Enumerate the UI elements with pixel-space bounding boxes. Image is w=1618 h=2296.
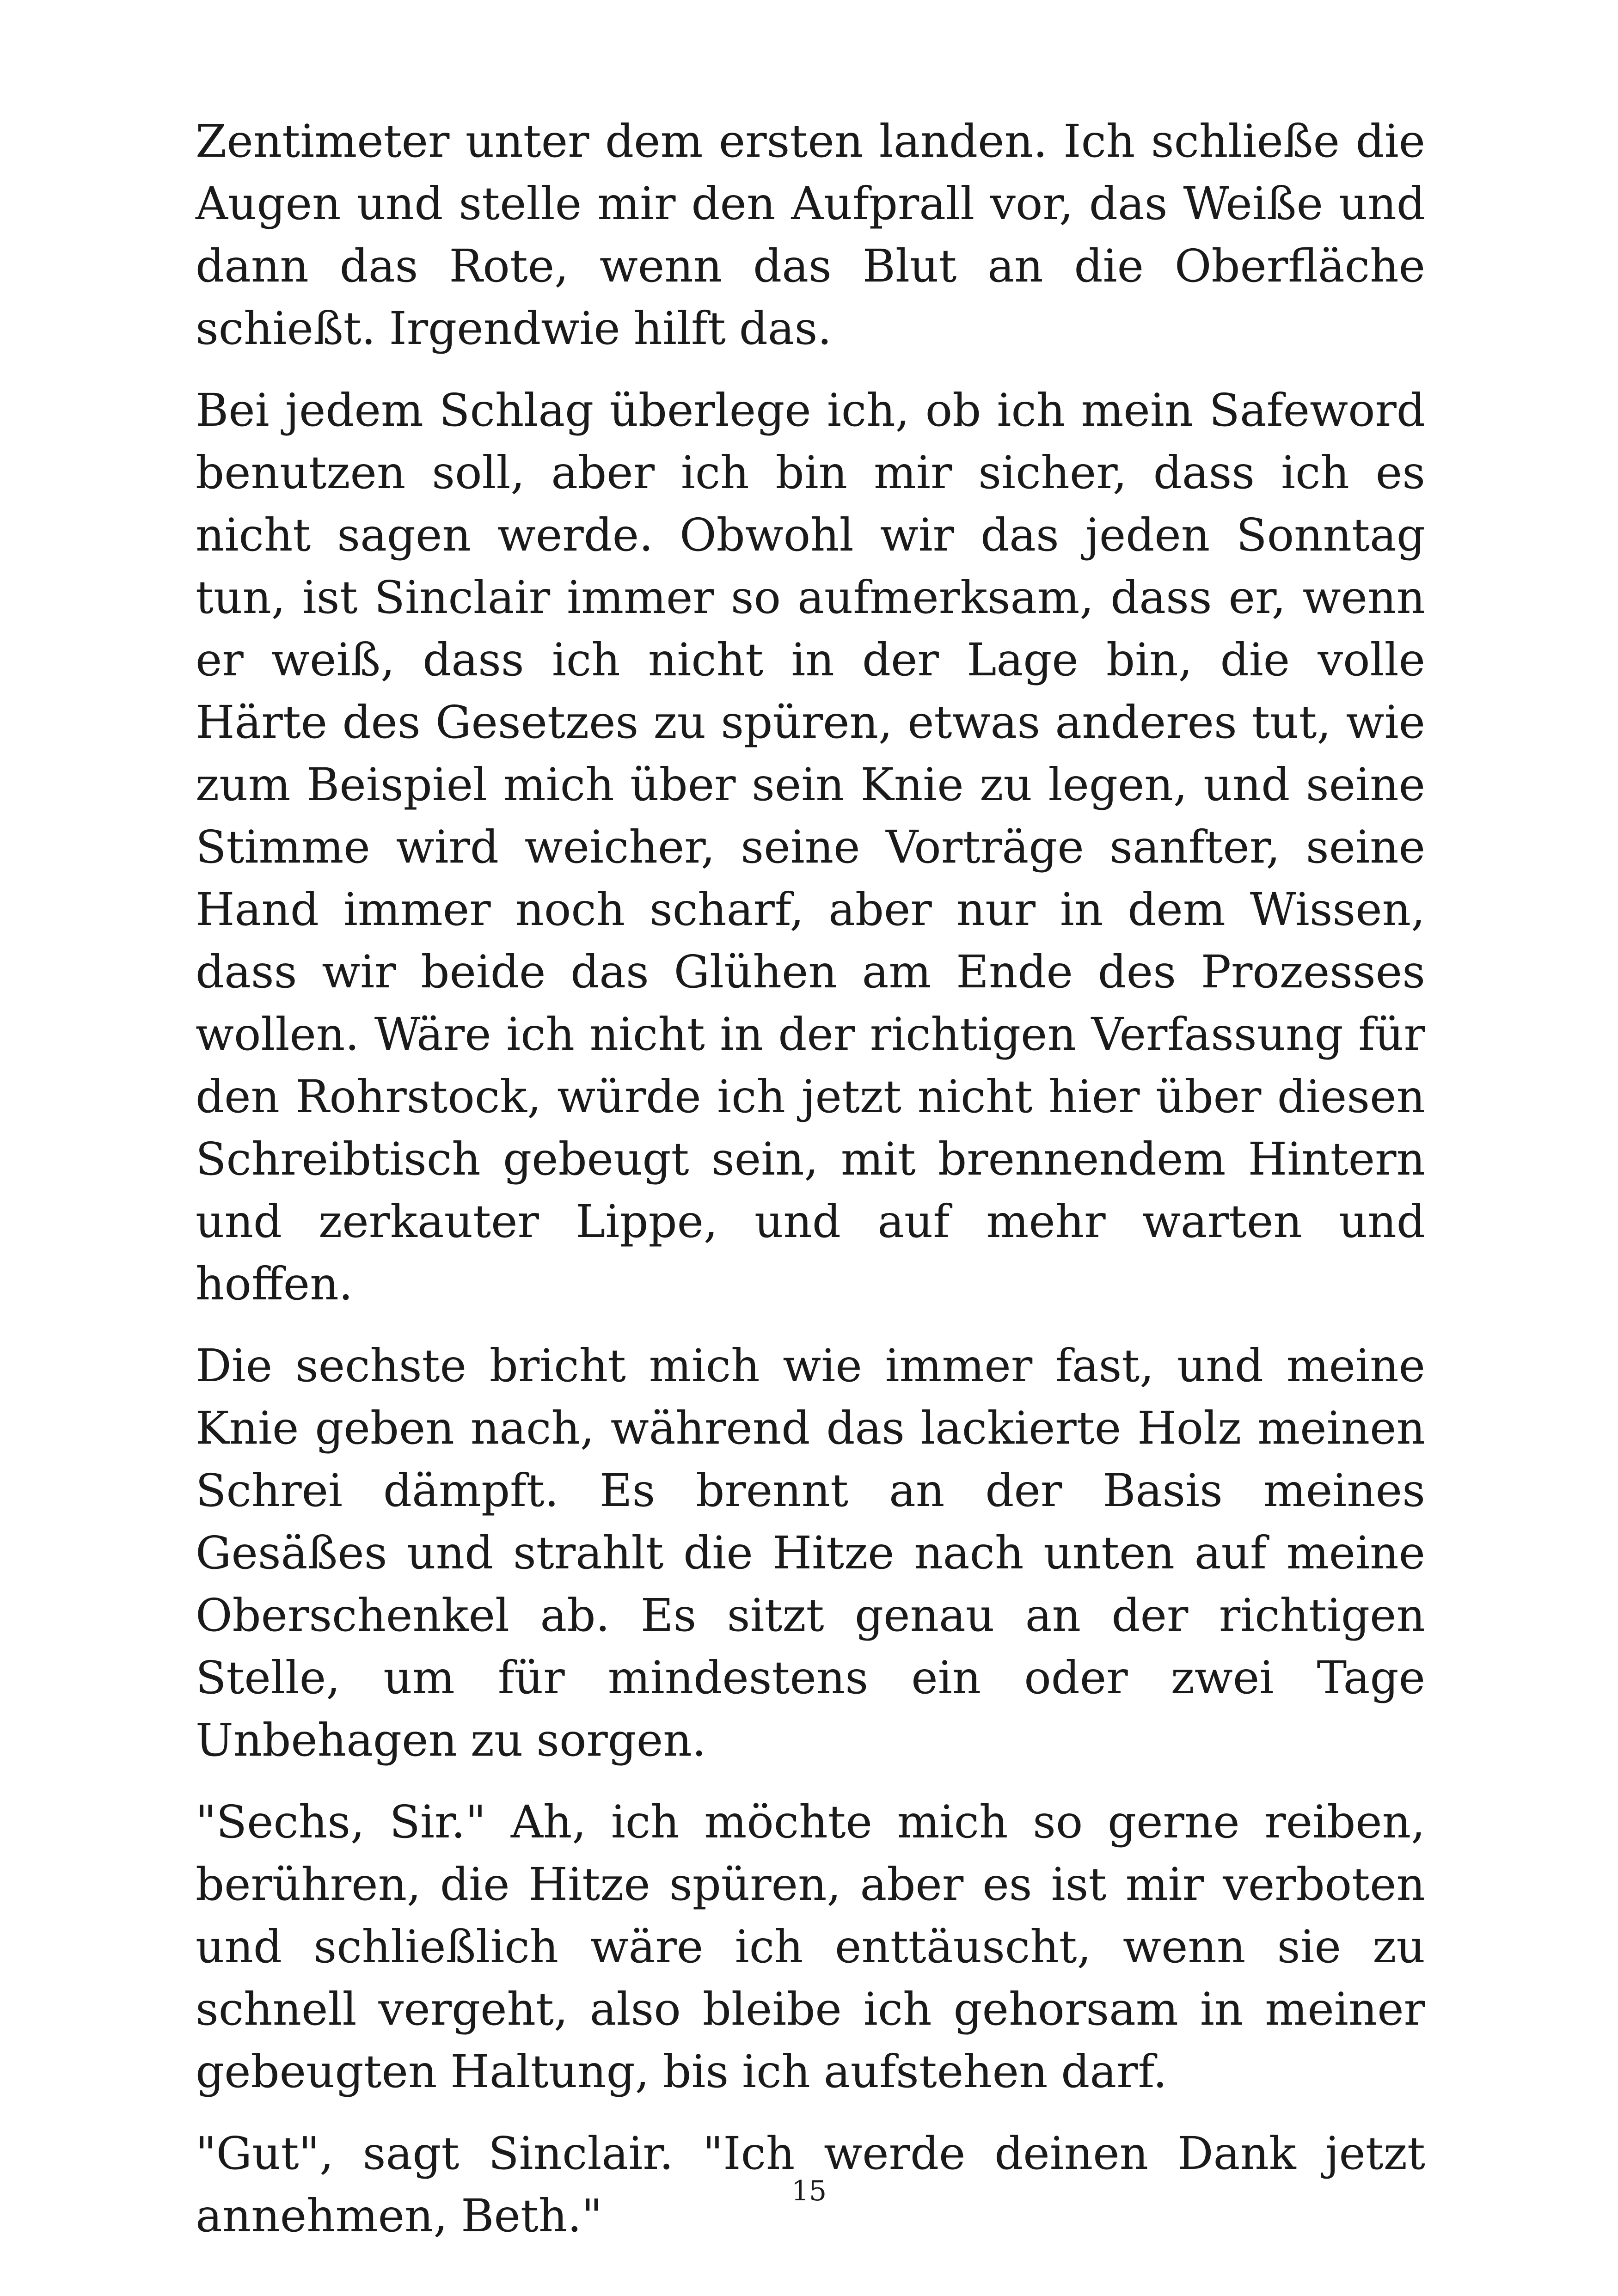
paragraph: Die sechste bricht mich wie immer fast, und meine Knie geben nach, während das lackierte Holz meinen Schrei dämpft. Es brennt an der Basis meines Gesäßes und strahlt die Hitze nach unten auf meine Oberschenkel ab. Es sitzt genau an der richtigen Stelle, um für mindestens ein oder zwei Tage Unbehagen zu sorgen. bbox=[196, 1340, 1425, 1766]
paragraph: "Sechs, Sir." Ah, ich möchte mich so gerne reiben, berühren, die Hitze spüren, aber es ist mir verboten und schließlich wäre ich enttäuscht, wenn sie zu schnell vergeht, also bleibe ich gehorsam in meiner gebeugten Haltung, bis ich aufstehen darf. bbox=[196, 1796, 1425, 2098]
page-body bbox=[196, 110, 1425, 2266]
paragraph: "Gut", sagt Sinclair. "Ich werde deinen Dank jetzt annehmen, Beth." bbox=[196, 2127, 1425, 2242]
page-number: 15 bbox=[791, 2175, 827, 2207]
paragraph: Bei jedem Schlag überlege ich, ob ich mein Safeword benutzen soll, aber ich bin mir sicher, dass ich es nicht sagen werde. Obwohl wir das jeden Sonntag tun, ist Sinclair immer so aufmerksam, dass er, wenn er weiß, dass ich nicht in der Lage bin, die volle Härte des Gesetzes zu spüren, etwas anderes tut, wie zum Beispiel mich über sein Knie zu legen, und seine Stimme wird weicher, seine Vorträge sanfter, seine Hand immer noch scharf, aber nur in dem Wissen, dass wir beide das Glühen am Ende des Prozesses wollen. Wäre ich nicht in der richtigen Verfassung für den Rohrstock, würde ich jetzt nicht hier über diesen Schreibtisch gebeugt sein, mit brennendem Hintern und zerkauter Lippe, und auf mehr warten und hoffen. bbox=[196, 384, 1425, 1310]
paragraph: Zentimeter unter dem ersten landen. Ich schließe die Augen und stelle mir den Aufprall vor, das Weiße und dann das Rote, wenn das Blut an die Oberfläche schießt. Irgendwie hilft das. bbox=[196, 115, 1425, 355]
